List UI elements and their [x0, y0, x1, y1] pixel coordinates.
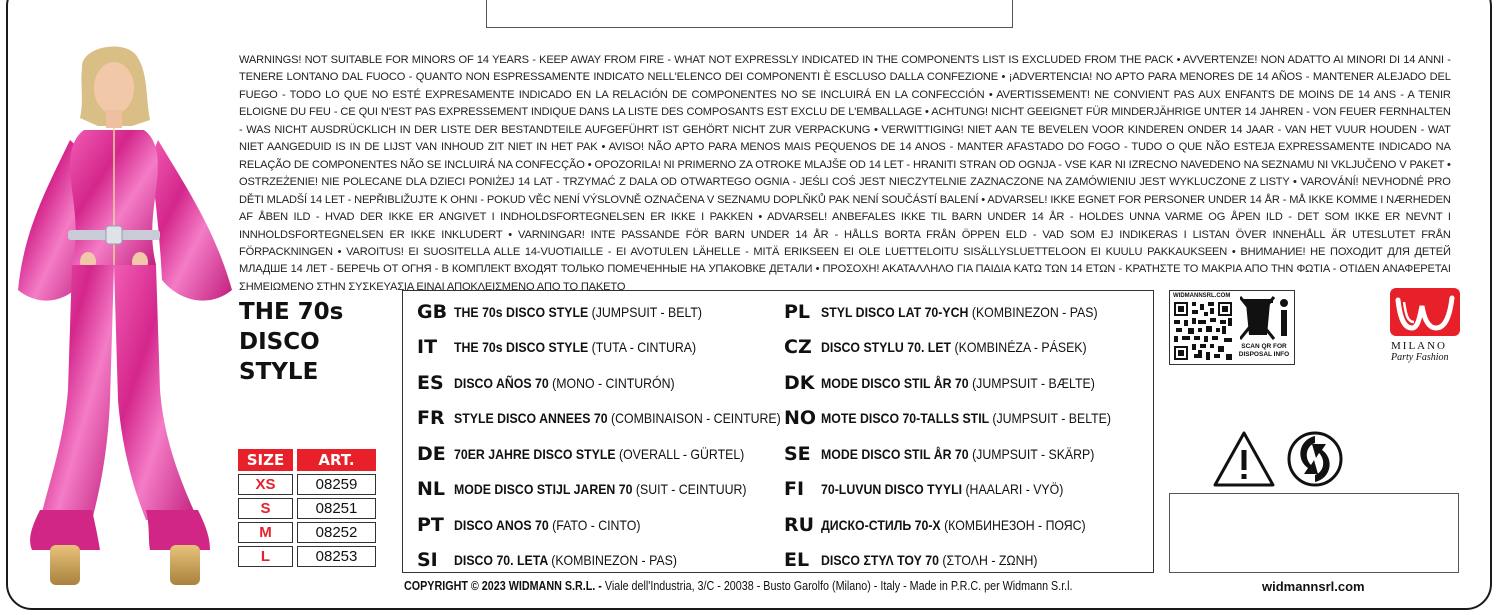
language-code: ES: [417, 371, 444, 394]
language-code: EL: [784, 549, 810, 572]
language-row: [417, 401, 825, 437]
language-desc: (JUMPSUIT - SKÄRP): [972, 445, 1095, 462]
language-row: [417, 365, 825, 401]
table-row: [238, 522, 376, 543]
top-empty-box: [486, 0, 1013, 28]
size-table-header: [238, 449, 376, 471]
language-name: THE 70s DISCO STYLE: [454, 303, 589, 320]
language-desc: (MONO - CINTURÓN): [552, 374, 675, 391]
language-names-box: [402, 290, 1154, 573]
language-desc: (HAALARI - VYÖ): [965, 481, 1064, 498]
language-code: GB: [417, 300, 448, 323]
language-name: DISCO STYLU 70. LET: [821, 339, 952, 356]
language-desc: (OVERALL - GÜRTEL): [619, 445, 745, 462]
language-name: DISCO 70. LETA: [454, 552, 548, 569]
language-desc: (COMBINAISON - CEINTURE): [611, 410, 781, 427]
language-code: PL: [784, 300, 811, 323]
language-row: [784, 472, 1151, 508]
language-row: [784, 436, 1151, 472]
trash-bin-icon: [1240, 295, 1292, 341]
size-cell: XS: [238, 474, 293, 495]
brand-tagline: Party Fashion: [1391, 352, 1449, 363]
language-code: RU: [784, 513, 815, 536]
language-row: [417, 294, 825, 330]
language-desc: (KOMBINEZON - PAS): [971, 303, 1098, 320]
language-desc: (SUIT - CEINTUUR): [635, 481, 747, 498]
language-row: [417, 507, 825, 543]
brand-city: MILANO: [1391, 340, 1447, 352]
article-cell: 08259: [297, 474, 376, 495]
copyright-bold: COPYRIGHT © 2023 WIDMANN S.R.L. -: [404, 579, 602, 593]
language-desc: (FATO - CINTO): [552, 516, 641, 533]
language-row: [784, 401, 1151, 437]
copyright-address: Viale dell'Industria, 3/C - 20038 - Busto Garolfo (Milano) - Italy - Made in P.R.C. per Widmann S.r.l.: [601, 579, 1073, 593]
website-link[interactable]: widmannsrl.com: [1262, 579, 1365, 594]
size-cell: L: [238, 546, 293, 567]
language-name: 70ER JAHRE DISCO STYLE: [454, 445, 616, 462]
language-desc: (TUTA - CINTURA): [591, 339, 697, 356]
size-cell: M: [238, 522, 293, 543]
language-code: PT: [417, 513, 444, 536]
article-cell: 08253: [297, 546, 376, 567]
widmann-logo: [1386, 288, 1466, 368]
language-row: [784, 330, 1151, 366]
language-code: CZ: [784, 336, 812, 359]
language-desc: (KOMBINEZON - PAS): [551, 552, 677, 569]
qr-caption: SCAN QR FOR DISPOSAL INFO: [1238, 343, 1290, 358]
article-header: ART.: [297, 449, 376, 471]
copyright-line: [404, 579, 1073, 593]
article-cell: 08252: [297, 522, 376, 543]
language-name: MODE DISCO STIL ÅR 70: [821, 445, 969, 462]
language-desc: (KOMBINÉZA - PÁSEK): [954, 339, 1087, 356]
costume-figure: [10, 40, 240, 600]
product-title: [239, 297, 399, 387]
language-name: MOTE DISCO 70-TALLS STIL: [821, 410, 989, 427]
info-icon: [1280, 299, 1288, 307]
language-code: FI: [784, 478, 805, 501]
size-table: [234, 446, 380, 570]
language-code: DK: [784, 371, 815, 394]
language-row: [784, 507, 1151, 543]
qr-header: WIDMANNSRL.COM: [1173, 293, 1231, 299]
language-name: ДИСКО-СТИЛЬ 70-Х: [821, 516, 941, 533]
language-name: STYL DISCO LAT 70-YCH: [821, 303, 969, 320]
language-name: DISCO AÑOS 70: [454, 374, 549, 391]
language-desc: (JUMPSUIT - BELT): [591, 303, 703, 320]
table-row: [238, 474, 376, 495]
language-desc: (ΣΤΟΛΗ - ΖΩΝΗ): [942, 552, 1038, 569]
language-name: THE 70s DISCO STYLE: [454, 339, 589, 356]
language-row: [784, 543, 1151, 579]
language-row: [784, 365, 1151, 401]
qr-code-icon[interactable]: [1174, 302, 1232, 360]
warning-triangle-icon: [1212, 430, 1276, 488]
language-row: [784, 294, 1151, 330]
language-desc: (JUMPSUIT - BELTE): [992, 410, 1112, 427]
language-code: SE: [784, 442, 811, 465]
language-row: [417, 436, 825, 472]
language-row: [417, 330, 825, 366]
language-name: STYLE DISCO ANNEES 70: [454, 410, 608, 427]
size-header: SIZE: [238, 449, 293, 471]
title-line: THE 70s: [239, 299, 344, 325]
language-desc: (JUMPSUIT - BÆLTE): [972, 374, 1095, 391]
language-code: DE: [417, 442, 446, 465]
safety-warnings: WARNINGS! NOT SUITABLE FOR MINORS OF 14 YEARS - KEEP AWAY FROM FIRE - WHAT NOT EXPRESSLY INDICATED IN THE COMPONENTS LIST IS EXCLUDED FROM THE PACK • AVVERTENZE! NON ADATTO AI MINORI DI 14 ANNI - TENERE LONTANO DAL FUOCO - QUANTO NON ESPRESSAMENTE INDICATO NELL'ELENCO DEI COMPONENTI È ESCLUSO DALLA CONFEZIONE • ¡ADVERTENCIA! NO APTO PARA MENORES DE 14 AÑOS - MANTENER ALEJADO DEL FUEGO - TODO LO QUE NO ESTÉ EXPRESAMENTE INDICADO EN LA RELACIÓN DE COMPONENTES NO SE INCLUIRÁ EN LA CONFECCIÓN • AVERTISSEMENT! NE CONVIENT PAS AUX ENFANTS DE MOINS DE 14 ANS - A TENIR ELOIGNE DU FEU - CE QUI N'EST PAS EXPRESSEMENT INDIQUE DANS LA LISTE DES COMPOSANTS EST EXCLU DE L'EMBALLAGE • ACHTUNG! NICHT GEEIGNET FÜR MINDERJÄHRIGE UNTER 14 JAHREN - VON FEUER FERNHALTEN - WAS NICHT AUSDRÜCKLICH IN DER LISTE DER BESTANDTEILE AUFGEFÜHRT IST GEHÖRT NICHT ZUR VERPACKUNG • VERWITTIGING! NIET AAN TE BEVELEN VOOR KINDEREN ONDER 14 JAAR - VAN HET VUUR HOUDEN - WAT NIET AANGEDUID IS IN DE LIJST VAN INHOUD ZIT NIET IN HET PAK • AVISO! NÃO APTO PARA MENOS MAIS PEQUENOS DE 14 ANOS - MANTER AFASTADO DO FOGO - TUDO O QUE NÃO ESTEJA EXPRESSAMENTE INDICADO NA RELAÇÃO DE COMPONENTES NÃO SE INCLUIRÁ NA CONFECÇÃO • OPOZORILA! NI PRIMERNO ZA OTROKE MLAJŠE OD 14 LET - HRANITI STRAN OD OGNJA - VSE KAR NI IZRECNO NAVEDENO NA SEZNAMU NI VKLJUČENO V PAKET • OSTRZEŻENIE! NIE POLECANE DLA DZIECI PONIŻEJ 14 LAT - TRZYMAĆ Z DALA OD OTWARTEGO OGNIA - JEŚLI COŚ JEST NIECZYTELNIE ZAZNACZONE NA ZAMÓWIENIU JEST WYKLUCZONE Z LISTY • VAROVÁNÍ! NEVHODNÉ PRO DĚTI MLADŠÍ 14 LET - NEPŘIBLIŽUJTE K OHNI - POKUD VĚC NENÍ VÝSLOVNĚ OZNAČENA V SEZNAMU DOPLŇKŮ PAK NENÍ SOUČÁSTÍ BALENÍ • ADVARSEL! IKKE EGNET FOR PERSONER UNDER 14 ÅR - MÅ IKKE KOMME I NÆRHEDEN AF ÅBEN ILD - HVAD DER IKKE ER ANGIVET I INDHOLDSFORTEGNELSEN ER IKKE I PAKKEN • ADVARSEL! ANBEFALES IKKE TIL BARN UNDER 14 ÅR - HOLDES UNNA VARME OG ÅPEN ILD - DET SOM IKKE ER NEVNT I INNHOLDSFORTEGNELSEN ER IKKE INKLUDERT • VARNINGAR! INTE PASSANDE FÖR BARN UNDER 14 ÅR - HÅLLS BORTA FRÅN ÖPPEN ELD - VAD SOM EJ INDIKERAS I LISTAN ÖVER INNEHÅLL ÄR UTESLUTET FRÅN FÖRPACKNINGEN • VAROITUS! EI SUOSITELLA ALLE 14-VUOTIAILLE - EI AVOTULEN LÄHELLE - MITÄ ERIKSEEN EI OLE LUETTELOITU SISÄLLYSLUETTELOON EI KUULU PAKKAUKSEEN • ВНИМАНИЕ! НЕ ПОХОДИТ ДЛЯ ДЕТЕЙ МЛАДШЕ 14 ЛЕТ - БЕРЕЧЬ ОТ ОГНЯ - В КОМПЛЕКТ ВХОДЯТ ТОЛЬКО ПОМЕЧЕННЫЕ НА УПАКОВКЕ ДЕТАЛИ • ΠΡΟΣΟΧΗ! ΑΚΑΤΑΛΛΗΛΟ ΓΙΑ ΠΑΙΔΙΑ ΚΑΤΩ ΤΩΝ 14 ΕΤΩΝ - ΚΡΑΤΗΣΤΕ ΤΟ ΜΑΚΡΙΑ ΑΠΟ ΤΗΝ ΦΩΤΙΑ - ΟΤΙΔΕΝ ΑΝΑΦΕΡΕΤΑΙ ΣΗΜΕΙΩΜΕΝΟ ΣΤΗΝ ΣΥΣΚΕΥΑΣΙΑ ΕΙΝΑΙ ΑΠΟΚΛΕΙΣΜΕΝΟ ΑΠΟ ΤΟ ΠΑΚΕΤΟ: [239, 54, 1451, 293]
language-column-left: [417, 294, 825, 578]
title-line: DISCO: [239, 329, 320, 355]
size-cell: S: [238, 498, 293, 519]
language-column-right: [784, 294, 1151, 578]
table-row: [238, 498, 376, 519]
article-cell: 08251: [297, 498, 376, 519]
language-code: IT: [417, 336, 438, 359]
language-code: SI: [417, 549, 438, 572]
green-dot-recycle-icon: [1286, 430, 1344, 488]
language-name: DISCO ΣΤΥΛ ΤΟΥ 70: [821, 552, 939, 569]
language-code: NO: [784, 407, 817, 430]
language-name: DISCO ANOS 70: [454, 516, 549, 533]
language-name: MODE DISCO STIL ÅR 70: [821, 374, 969, 391]
qr-disposal-box[interactable]: [1169, 290, 1295, 365]
language-desc: (КОМБИНЕЗОН - ПОЯС): [944, 516, 1086, 533]
language-name: 70-LUVUN DISCO TYYLI: [821, 481, 963, 498]
language-row: [417, 543, 825, 579]
blank-label-box: [1169, 493, 1459, 573]
table-row: [238, 546, 376, 567]
language-code: NL: [417, 478, 446, 501]
language-code: FR: [417, 407, 445, 430]
language-name: MODE DISCO STIJL JAREN 70: [454, 481, 633, 498]
language-row: [417, 472, 825, 508]
title-line: STYLE: [239, 359, 319, 385]
